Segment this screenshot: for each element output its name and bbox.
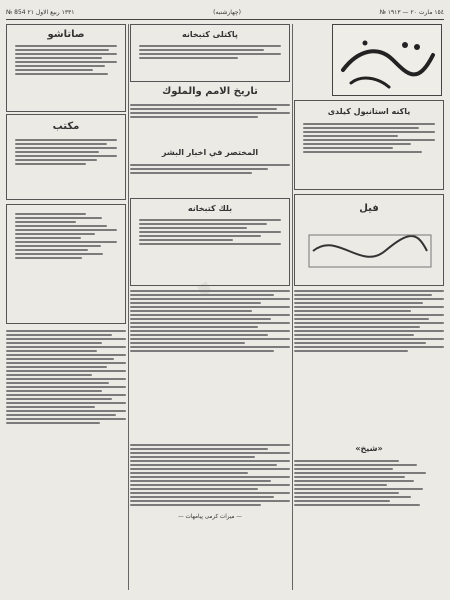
center-title-text	[130, 104, 290, 118]
ad-text-school	[15, 139, 117, 193]
center-bottom-column-lines	[130, 444, 290, 506]
ad-box-left-medical	[6, 204, 126, 324]
ad-box-center-bookstore	[130, 198, 290, 286]
right-text-column	[294, 290, 444, 440]
center-title: تاريخ الامم والملوك	[162, 86, 258, 97]
ad-box-left-school	[6, 114, 126, 200]
banner-box-center	[130, 24, 290, 82]
masthead-calligraphy-logo	[333, 25, 442, 96]
ad-title-left-top: صاتاشو	[47, 29, 85, 40]
left-text-column	[6, 330, 126, 592]
center-banner-text	[139, 45, 281, 75]
footer-note: — ميرات كرمى پيامهات —	[178, 514, 242, 520]
ad-text-left-medical	[15, 213, 117, 315]
divider-left	[128, 24, 129, 590]
ad-box-left-top	[6, 24, 126, 112]
brand-ornament-icon	[307, 229, 433, 273]
center-title-block	[130, 86, 290, 144]
watermark-stamp: ·	[177, 250, 238, 326]
ad-text-left-top	[15, 45, 117, 105]
right-text-column-lines	[294, 290, 444, 352]
ad-box-right-istanbul	[294, 100, 444, 190]
left-text-column-lines	[6, 330, 126, 424]
poem-title: «شيخ»	[355, 444, 383, 453]
center-sub-block	[130, 148, 290, 194]
poem-lines	[294, 460, 444, 506]
center-bottom-column	[130, 444, 290, 592]
right-bottom-column	[294, 444, 444, 592]
ad-box-right-brand	[294, 194, 444, 286]
divider-right	[292, 24, 293, 590]
masthead	[332, 24, 442, 96]
ad-title-istanbul: ياكنه استانبول كيلدى	[327, 107, 411, 116]
center-text-column-lines	[130, 290, 290, 352]
ad-text-bookstore	[139, 219, 281, 279]
ad-title-school: مكتب	[52, 121, 80, 132]
issue-header-right: № ١٥٤ مارت ٢٠ — ١٩١٣	[379, 9, 444, 16]
center-subtitle: المختصر في اخبار البشر	[161, 148, 259, 157]
center-text-column	[130, 290, 290, 440]
issue-header	[6, 6, 444, 20]
issue-header-left: № 854 ١٣٣١ ربيع الاول ٢١	[6, 9, 75, 16]
center-banner-title: پاكتلى كتبخانه	[182, 30, 238, 39]
issue-header-center: (چهارشنبه)	[213, 9, 241, 16]
center-sub-text	[130, 164, 290, 174]
ad-text-istanbul	[303, 123, 435, 183]
ad-title-bookstore: بلك كتبخانه	[187, 204, 233, 213]
ad-title-brand: فيل	[359, 203, 379, 214]
